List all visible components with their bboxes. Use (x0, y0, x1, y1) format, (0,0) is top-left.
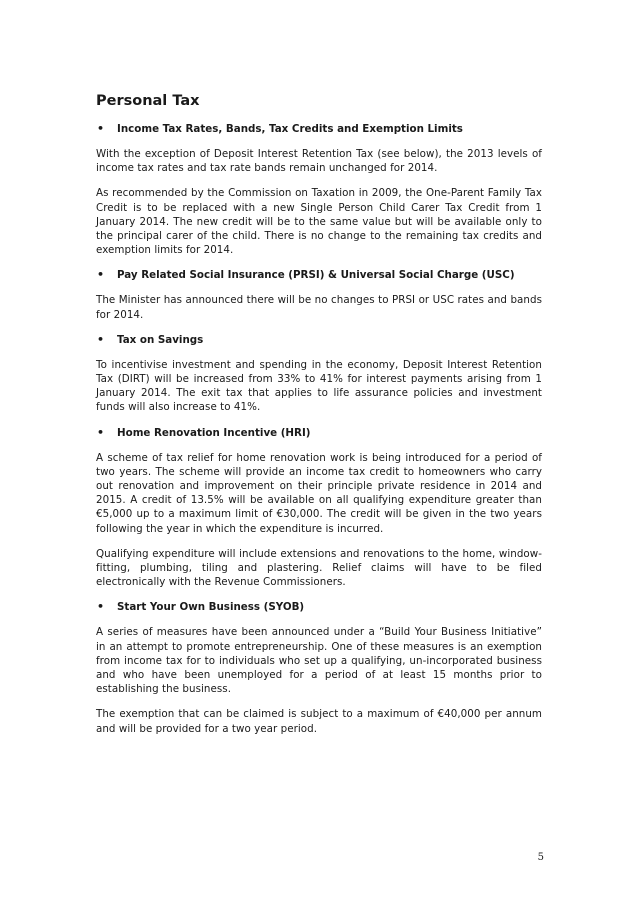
page-number: 5 (537, 852, 544, 863)
section-heading-text: Pay Related Social Insurance (PRSI) & Universal Social Charge (USC) (117, 269, 515, 282)
section-heading-text: Start Your Own Business (SYOB) (117, 601, 305, 614)
paragraph: A series of measures have been announced under a “Build Your Business Initiative” in an attempt to promote entrepreneurship. One of these measures is an exemption from income tax for to individuals who set up a qualifying, un-incorporated business and who have been unemployed for a period of at least 15 months prior to establishing the business. (96, 626, 542, 696)
section-heading-text: Home Renovation Incentive (HRI) (117, 426, 311, 439)
paragraph: As recommended by the Commission on Taxation in 2009, the One-Parent Family Tax Credit is to be replaced with a new Single Person Child Carer Tax Credit from 1 January 2014. The new credit will be to the same value but will be available only to the principal carer of the child. There is no change to the remaining tax credits and exemption limits for 2014. (96, 187, 542, 257)
bullet-icon: • (97, 268, 105, 282)
bullet-icon: • (97, 425, 105, 439)
section-heading-income-tax (96, 122, 542, 136)
bullet-icon: • (97, 600, 105, 614)
paragraph: The exemption that can be claimed is subject to a maximum of €40,000 per annum and will be provided for a two year period. (96, 708, 542, 735)
section-heading-start-your-own-business (96, 600, 542, 614)
paragraph: With the exception of Deposit Interest Retention Tax (see below), the 2013 levels of income tax rates and tax rate bands remain unchanged for 2014. (96, 148, 542, 175)
section-heading-home-renovation (96, 426, 542, 440)
section-heading-prsi-usc (96, 268, 542, 282)
section-heading-text: Income Tax Rates, Bands, Tax Credits and Exemption Limits (117, 123, 463, 135)
section-heading-text: Tax on Savings (117, 333, 204, 346)
document-page (96, 92, 542, 748)
paragraph: Qualifying expenditure will include extensions and renovations to the home, window-fitting, plumbing, tiling and plastering. Relief claims will have to be filed electronically with the Revenue Commissioners. (96, 547, 542, 589)
page-title: Personal Tax (96, 93, 200, 109)
paragraph: The Minister has announced there will be no changes to PRSI or USC rates and bands for 2014. (96, 294, 542, 321)
paragraph: To incentivise investment and spending in the economy, Deposit Interest Retention Tax (DIRT) will be increased from 33% to 41% for interest payments arising from 1 January 2014. The exit tax that applies to life assurance policies and investment funds will also increase to 41%. (96, 358, 542, 414)
bullet-icon: • (97, 332, 105, 346)
section-heading-tax-on-savings (96, 333, 542, 347)
paragraph: A scheme of tax relief for home renovation work is being introduced for a period of two years. The scheme will provide an income tax credit to homeowners who carry out renovation and improvement on their principle private residence in 2014 and 2015. A credit of 13.5% will be available on all qualifying expenditure greater than €5,000 up to a maximum limit of €30,000. The credit will be given in the two years following the year in which the expenditure is incurred. (96, 451, 542, 535)
bullet-icon: • (97, 122, 105, 135)
